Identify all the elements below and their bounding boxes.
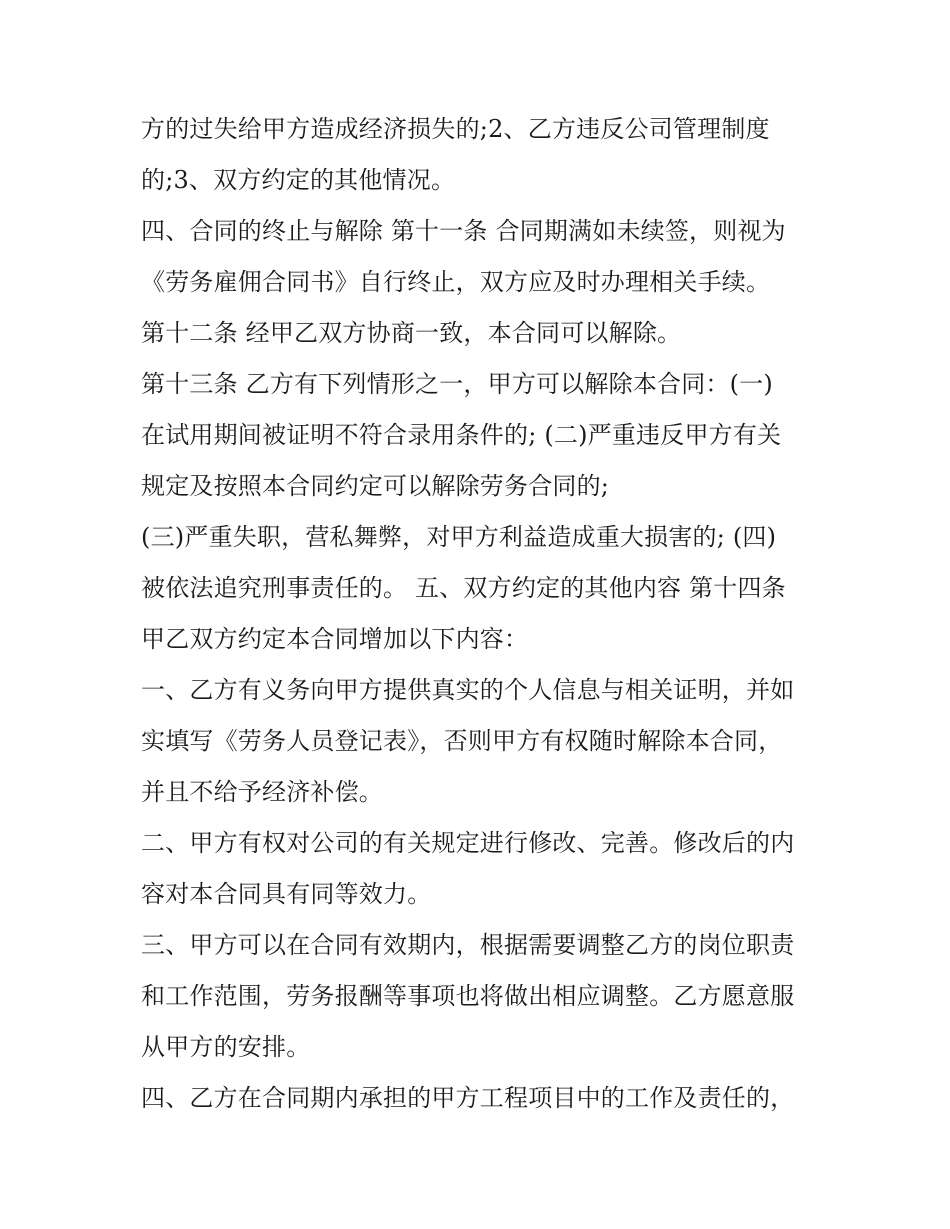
text-line: (三)严重失职，营私舞弊，对甲方利益造成重大损害的; (四) (141, 523, 777, 551)
text-line: 三、甲方可以在合同有效期内，根据需要调整乙方的岗位职责 (141, 931, 795, 959)
text-line: 甲乙双方约定本合同增加以下内容： (141, 625, 529, 653)
text-line: 被依法追究刑事责任的。 五、双方约定的其他内容 第十四条 (141, 574, 786, 602)
text-line: 容对本合同具有同等效力。 (141, 880, 432, 908)
text-line: 和工作范围，劳务报酬等事项也将做出相应调整。乙方愿意服 (141, 982, 795, 1010)
text-line: 并且不给予经济补偿。 (141, 778, 383, 806)
text-line: 在试用期间被证明不符合录用条件的; (二)严重违反甲方有关 (141, 421, 782, 449)
text-line: 的;3、双方约定的其他情况。 (141, 166, 456, 194)
text-line: 《劳务雇佣合同书》自行终止，双方应及时办理相关手续。 (141, 268, 771, 296)
text-line: 方的过失给甲方造成经济损失的;2、乙方违反公司管理制度 (141, 115, 770, 143)
text-line: 第十三条 乙方有下列情形之一，甲方可以解除本合同：(一) (141, 370, 773, 398)
text-line: 四、合同的终止与解除 第十一条 合同期满如未续签，则视为 (141, 217, 786, 245)
text-line: 实填写《劳务人员登记表》，否则甲方有权随时解除本合同， (141, 727, 783, 755)
text-line: 二、甲方有权对公司的有关规定进行修改、完善。修改后的内 (141, 829, 795, 857)
text-line: 四、乙方在合同期内承担的甲方工程项目中的工作及责任的， (141, 1084, 795, 1112)
text-line: 一、乙方有义务向甲方提供真实的个人信息与相关证明，并如 (141, 676, 795, 704)
text-line: 从甲方的安排。 (141, 1033, 311, 1061)
text-line: 第十二条 经甲乙双方协商一致，本合同可以解除。 (141, 319, 682, 347)
text-line: 规定及按照本合同约定可以解除劳务合同的; (141, 472, 610, 500)
